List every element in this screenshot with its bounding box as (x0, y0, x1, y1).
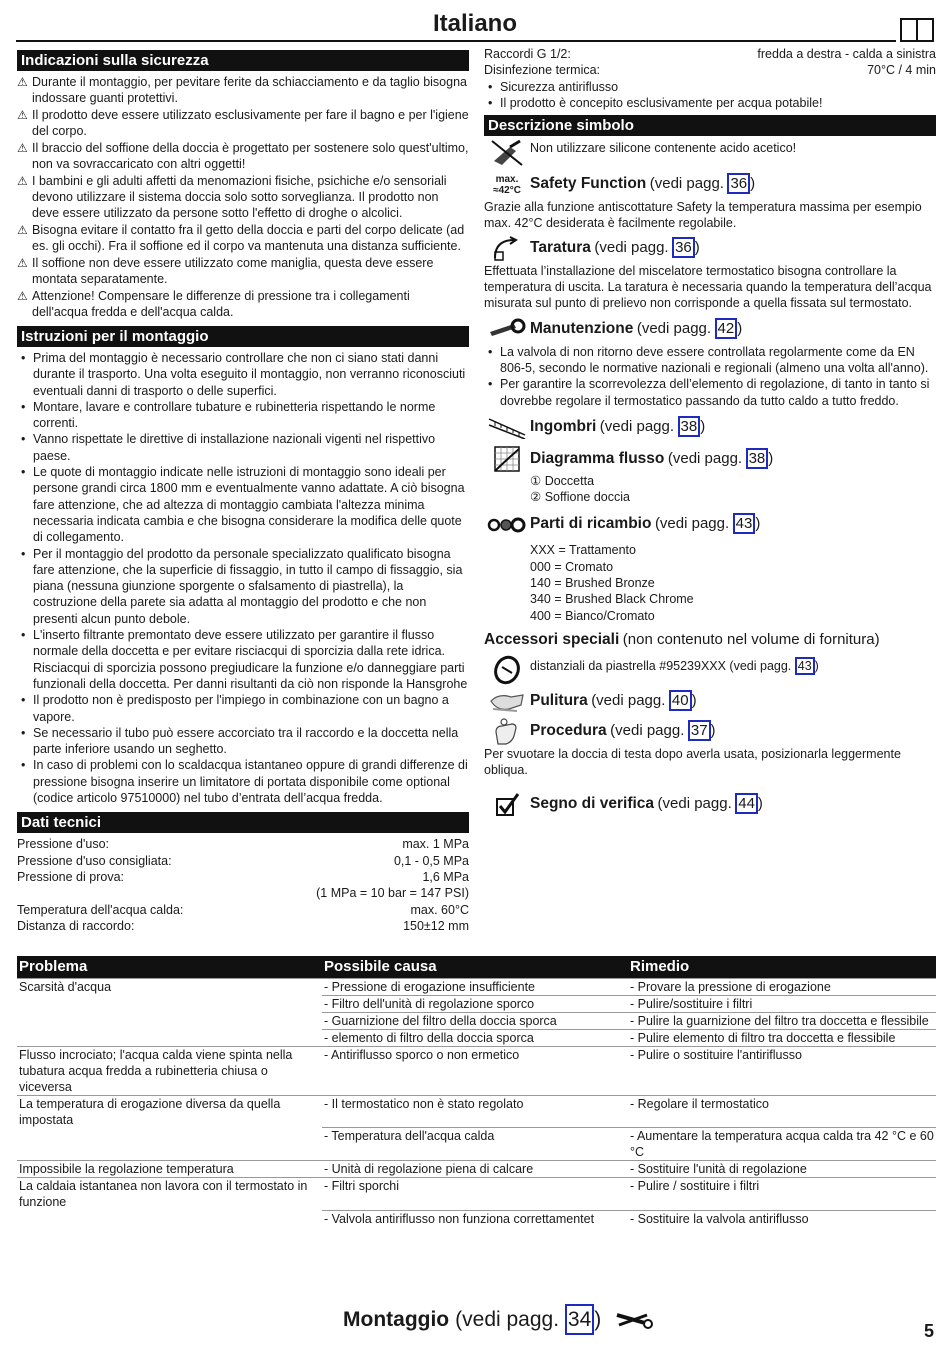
warning-icon: ⚠ (17, 174, 28, 188)
table-row (17, 995, 936, 1012)
ricambio-page-link[interactable]: 43 (733, 513, 756, 534)
verifica-ref: (vedi pagg. (657, 794, 732, 812)
ricambio-close: ) (755, 515, 761, 533)
tech-list-2 (484, 46, 936, 79)
spec-row (17, 869, 469, 885)
verifica-page-link[interactable]: 44 (735, 793, 758, 814)
flow-item (530, 473, 936, 489)
table-row (17, 1128, 936, 1161)
remedy-cell: - Regolare il termostatico (628, 1095, 936, 1128)
finish-code-row: 000 = Cromato (530, 559, 614, 574)
flow-chart-icon (484, 445, 530, 473)
silicone-text: Non utilizzare silicone contenente acido acetico! (530, 141, 797, 156)
flow-list (530, 473, 936, 506)
procedura-close: ) (710, 722, 716, 740)
spec-row (17, 885, 469, 901)
finish-code: XXX (530, 543, 556, 558)
tools-icon (615, 1309, 653, 1331)
footer (343, 1304, 653, 1335)
install-item: • In caso di problemi con lo scaldacqua istantaneo oppure di grandi differenze di pressione bisogna inserire un limitatore di portata disponibile come optional (codice articolo 97510000) nel tubo d’entrata dell’acqua fredda. (17, 757, 469, 806)
manutenzione-row (484, 316, 936, 344)
tech-list (17, 836, 469, 934)
flow-number: ② (530, 490, 542, 505)
ingombri-title: Ingombri (530, 417, 597, 435)
warning-icon: ⚠ (17, 289, 28, 303)
manutenzione-close: ) (737, 319, 743, 337)
left-column (17, 50, 469, 934)
ingombri-ref: (vedi pagg. (599, 417, 675, 435)
remedy-cell: - Pulire / sostituire i filtri (628, 1178, 936, 1211)
ingombri-close: ) (700, 417, 706, 435)
diagramma-close: ) (768, 449, 774, 467)
safety-function-desc: Grazie alla funzione antiscottature Safety la temperatura massima per esempio max. 42°C desiderata è facilmente regolabile. (484, 200, 922, 231)
verifica-close: ) (757, 794, 763, 812)
cause-cell: - Temperatura dell'acqua calda (322, 1128, 628, 1161)
finish-code: 000 (530, 559, 551, 574)
tech-bullet: • Il prodotto è concepito esclusivamente per acqua potabile! (484, 95, 936, 111)
diagramma-title: Diagramma flusso (530, 449, 665, 467)
finish-code-row: 140 = Brushed Bronze (530, 576, 655, 591)
verifica-row (484, 791, 936, 819)
cause-cell: - Unità di regolazione piena di calcare (322, 1161, 628, 1178)
maintenance-item: • Per garantire la scorrevolezza dell’elemento di regolazione, di tanto in tanto si dovrebbe regolare il termostatico passando da tutto caldo a tutto freddo. (484, 376, 936, 409)
table-row (17, 1178, 936, 1211)
warning-icon: ⚠ (17, 256, 28, 270)
cause-cell: - Guarnizione del filtro della doccia sporca (322, 1012, 628, 1029)
safety-function-close: ) (750, 175, 756, 193)
warning-icon: ⚠ (17, 108, 28, 122)
spec-row (17, 836, 469, 852)
finish-code: 400 (530, 608, 551, 623)
codes-list (530, 542, 936, 623)
distanziali-text: distanziali da piastrella #95239XXX (vedi pagg. (530, 659, 792, 674)
remedy-cell: - Sostituire la valvola antiriflusso (628, 1210, 936, 1227)
remedy-cell: - Sostituire l'unità di regolazione (628, 1161, 936, 1178)
maintenance-item: • La valvola di non ritorno deve essere controllata regolarmente come da EN 806-5, secondo le normative nazionali e regionali (almeno una volta all'anno). (484, 344, 936, 377)
tech-bullet: • Sicurezza antiriflusso (484, 79, 936, 95)
table-row (17, 1046, 936, 1095)
finish-code: 140 (530, 576, 551, 591)
spec-value: 1,6 MPa (422, 869, 469, 884)
cleaning-cloth-icon (484, 688, 530, 716)
install-item: • Le quote di montaggio indicate nelle istruzioni di montaggio sono ideali per persone grandi circa 1800 mm e eventualmente vanno adattate. A ciò bisogna fare attenzione, che ad altezza di montaggio cambiata l'altezza minima necessaria indicata cambia e che bisogna considerare la modifica delle quote di collegamento. (17, 464, 469, 545)
spec-label: Pressione d'uso consigliata: (17, 853, 172, 868)
safety-function-title: Safety Function (530, 175, 647, 193)
diagramma-ref: (vedi pagg. (667, 449, 743, 467)
flow-item (530, 489, 936, 505)
remedy-cell: - Pulire o sostituire l'antiriflusso (628, 1046, 936, 1095)
spec-label: Pressione d'uso: (17, 837, 110, 852)
problem-cell: La caldaia istantanea non lavora con il termostato in funzione (17, 1178, 322, 1211)
wrench-icon (484, 316, 530, 344)
warning-item (17, 140, 469, 172)
finish-name: Brushed Black Chrome (565, 592, 694, 607)
warning-text: Durante il montaggio, per pevitare ferite da schiacciamento e da taglio bisogna indossare guanti protettivi. (32, 75, 467, 105)
verifica-title: Segno di verifica (530, 794, 655, 812)
table-row (17, 978, 936, 995)
spec-value: 150±12 mm (403, 918, 469, 933)
procedura-ref: (vedi pagg. (610, 722, 685, 740)
spec-value: fredda a destra - calda a sinistra (757, 47, 936, 61)
ruler-icon (484, 413, 530, 441)
finish-name: Brushed Bronze (565, 576, 655, 591)
spec-value: max. 60°C (410, 902, 469, 917)
taratura-title: Taratura (530, 238, 591, 256)
warning-item (17, 255, 469, 287)
warning-text: I bambini e gli adulti affetti da menomazioni fisiche, psichiche e/o sensoriali devono utilizzare il sistema doccia solo sotto sorveglianza. Il prodotto non deve essere utilizzato da persone sotto l'effetto di droghe o alcolici. (32, 174, 447, 220)
install-heading: Istruzioni per il montaggio (17, 326, 469, 347)
spec-label: Pressione di prova: (17, 869, 125, 884)
flow-label: Doccetta (544, 473, 595, 488)
problem-cell: La temperatura di erogazione diversa da quella impostata (17, 1095, 322, 1128)
footer-close: ) (594, 1308, 602, 1331)
table-row (17, 1029, 936, 1046)
distanziali-page-link[interactable]: 43 (795, 657, 815, 675)
warning-text: Bisogna evitare il contatto fra il getto della doccia e parti del corpo delicate (ad es. gli occhi). Fra il soffione ed il corpo va mantenuta una distanza sufficiente. (32, 223, 465, 253)
taratura-desc: Effettuata l’installazione del miscelatore termostatico bisogna controllare la temperatura di uscita. La taratura è necessaria quando la temperatura dell’acqua misurata sul punto di prelievo non corrisponde a quella fissata sul termostato. (484, 263, 932, 311)
distanziali-row (484, 656, 936, 684)
install-item: • Il prodotto non è predisposto per l'impiego in combinazione con un bagno a vapore. (17, 692, 469, 725)
silicone-gun-icon (484, 139, 530, 167)
header-problem: Problema (17, 956, 322, 978)
install-item: • Prima del montaggio è necessario controllare che non ci siano stati danni durante il trasporto. Una volta eseguito il montaggio, non verranno riconosciuti eventuali danni di trasporto o delle superfici. (17, 350, 469, 399)
page-title: Italiano (432, 10, 517, 37)
spec-row (17, 918, 469, 934)
tech-heading: Dati tecnici (17, 812, 469, 833)
page-number: 5 (923, 1321, 934, 1341)
finish-code: 340 (530, 592, 551, 607)
max-temp-icon: max. ≈42°C (493, 174, 521, 197)
finish-name: Cromato (565, 559, 614, 574)
finish-code-row: XXX = Trattamento (530, 543, 636, 558)
spec-value: (1 MPa = 10 bar = 147 PSI) (316, 886, 469, 901)
install-item: • L'inserto filtrante premontato deve essere utilizzato per garantire il flusso normale della doccetta e per evitare risciacqui di sporcizia dalla rete idrica. Risciacqui di sporcizia possono pregiudicare la funzione e/o danneggiare parti funzionali della doccetta. Per danni risultanti da ciò non risponde la Hansgrohe (17, 627, 469, 692)
ingombri-page-link[interactable]: 38 (678, 416, 701, 437)
remedy-cell: - Pulire la guarnizione del filtro tra doccetta e flessibile (628, 1012, 936, 1029)
pulitura-page-link[interactable]: 40 (669, 690, 692, 711)
problem-cell: Flusso incrociato; l'acqua calda viene spinta nella tubatura acqua fredda a rubinetteria chiusa o viceversa (17, 1046, 322, 1095)
accessori-title: Accessori speciali (484, 630, 620, 648)
cause-cell: - Filtri sporchi (322, 1178, 628, 1211)
header-remedy: Rimedio (628, 956, 936, 978)
ricambio-row (484, 511, 936, 539)
ricambio-title: Parti di ricambio (530, 515, 652, 533)
warning-text: Attenzione! Compensare le differenze di pressione tra i collegamenti dell'acqua fredda e dell'acqua calda. (32, 289, 410, 319)
cause-cell: - Il termostatico non è stato regolato (322, 1095, 628, 1128)
ingombri-row (484, 413, 936, 441)
warning-text: Il soffione non deve essere utilizzato come maniglia, questa deve essere montata separatamente. (32, 256, 434, 286)
problem-cell (17, 1128, 322, 1161)
warning-icon: ⚠ (17, 141, 28, 155)
pulitura-ref: (vedi pagg. (591, 692, 666, 710)
flow-number: ① (530, 473, 542, 488)
taratura-page-link[interactable]: 36 (672, 237, 695, 258)
accessori-row (484, 630, 936, 650)
install-item: • Se necessario il tubo può essere accorciato tra il raccordo e la doccetta nella parte inferiore usando un seghetto. (17, 725, 469, 758)
manutenzione-page-link[interactable]: 42 (715, 318, 738, 339)
install-item: • Montare, lavare e controllare tubature e rubinetteria rispettando le norme correnti. (17, 399, 469, 432)
taratura-close: ) (694, 238, 700, 256)
diagramma-row (484, 445, 936, 473)
install-list (17, 350, 469, 806)
taratura-ref: (vedi pagg. (594, 238, 669, 256)
warning-item (17, 107, 469, 139)
spacer-icon (484, 656, 530, 684)
install-item: • Vanno rispettate le direttive di installazione nazionali vigenti nel rispettivo paese. (17, 431, 469, 464)
tech-bullets (484, 79, 936, 112)
cause-cell: - Filtro dell'unità di regolazione sporco (322, 995, 628, 1012)
remedy-cell: - Pulire elemento di filtro tra doccetta e flessibile (628, 1029, 936, 1046)
remedy-cell: - Provare la pressione di erogazione (628, 978, 936, 995)
pulitura-title: Pulitura (530, 692, 588, 710)
warning-item (17, 173, 469, 221)
procedura-desc: Per svuotare la doccia di testa dopo averla usata, posizionarla leggermente obliqua. (484, 747, 901, 778)
spec-label: Distanza di raccordo: (17, 918, 135, 933)
hand-procedure-icon (484, 718, 530, 746)
calibration-icon (484, 235, 530, 263)
spec-label: Temperatura dell'acqua calda: (17, 902, 184, 917)
spec-label: Disinfezione termica: (484, 63, 601, 78)
troubleshooting-table (17, 956, 936, 1227)
warning-text: Il prodotto deve essere utilizzato esclusivamente per fare il bagno e per l'igiene del corpo. (32, 108, 469, 138)
problem-cell (17, 1012, 322, 1029)
cause-cell: - elemento di filtro della doccia sporca (322, 1029, 628, 1046)
safety-function-ref: (vedi pagg. (649, 175, 724, 193)
cause-cell: - Pressione di erogazione insufficiente (322, 978, 628, 995)
footer-page-link[interactable]: 34 (565, 1304, 594, 1335)
safety-list (17, 74, 469, 320)
cause-cell: - Antiriflusso sporco o non ermetico (322, 1046, 628, 1095)
manutenzione-title: Manutenzione (530, 319, 634, 337)
problem-cell: Scarsità d'acqua (17, 978, 322, 995)
warning-item (17, 222, 469, 254)
taratura-row (484, 235, 936, 263)
spec-row (17, 902, 469, 918)
manutenzione-ref: (vedi pagg. (636, 319, 712, 337)
warning-text: Il braccio del soffione della doccia è progettato per sostenere solo quest'ultimo, non va sovraccaricato con altri oggetti! (32, 141, 469, 171)
spec-row (484, 46, 936, 62)
title-rule (16, 40, 896, 42)
book-icon (900, 18, 934, 42)
safety-function-page-link[interactable]: 36 (727, 173, 750, 194)
finish-code-row: 400 = Bianco/Cromato (530, 608, 655, 623)
checkmark-icon (484, 791, 530, 819)
remedy-cell: - Aumentare la temperatura acqua calda tra 42 °C e 60 °C (628, 1128, 936, 1161)
warning-icon: ⚠ (17, 223, 28, 237)
diagramma-page-link[interactable]: 38 (746, 448, 769, 469)
cause-cell: - Valvola antiriflusso non funziona correttamentet (322, 1210, 628, 1227)
procedura-title: Procedura (530, 722, 607, 740)
table-row (17, 1095, 936, 1128)
finish-name: Trattamento (569, 543, 636, 558)
procedura-page-link[interactable]: 37 (688, 720, 711, 741)
ricambio-ref: (vedi pagg. (654, 515, 730, 533)
manutenzione-list (484, 344, 936, 409)
header-cause: Possibile causa (322, 956, 628, 978)
silicone-row (484, 139, 936, 167)
spec-value: 0,1 - 0,5 MPa (393, 853, 469, 868)
spec-label: Raccordi G 1/2: (484, 47, 571, 61)
footer-title: Montaggio (343, 1308, 450, 1331)
warning-icon: ⚠ (17, 75, 28, 89)
spec-value: 70°C / 4 min (867, 63, 936, 78)
pulitura-row (484, 688, 936, 716)
procedura-row (484, 718, 936, 746)
table-row (17, 1161, 936, 1178)
troubleshooting-body (17, 978, 936, 1227)
warning-item (17, 288, 469, 320)
warning-item (17, 74, 469, 106)
table-row (17, 1012, 936, 1029)
footer-ref: (vedi pagg. (455, 1308, 560, 1331)
problem-cell (17, 1029, 322, 1046)
finish-name: Bianco/Cromato (565, 608, 655, 623)
problem-cell (17, 995, 322, 1012)
safety-heading: Indicazioni sulla sicurezza (17, 50, 469, 71)
problem-cell (17, 1210, 322, 1227)
symbols-heading: Descrizione simbolo (484, 115, 936, 136)
accessori-ref: (non contenuto nel volume di fornitura) (622, 630, 880, 648)
spare-parts-icon (484, 511, 530, 539)
remedy-cell: - Pulire/sostituire i filtri (628, 995, 936, 1012)
safety-function-row (484, 171, 936, 199)
distanziali-close: ) (814, 659, 819, 674)
pulitura-close: ) (691, 692, 697, 710)
finish-code-row: 340 = Brushed Black Chrome (530, 592, 694, 607)
table-row (17, 1210, 936, 1227)
install-item: • Per il montaggio del prodotto da personale specializzato qualificato bisogna fare attenzione, che la superficie di fissaggio, in tutto il campo di fissaggio, sia piana (nessuna giunzione sporgente o sfalsamento di piastrella), la costruzione della parete sia adatta al montaggio del prodotto e che non presenti alcun punto debole. (17, 546, 469, 627)
right-column (484, 46, 936, 819)
flow-label: Soffione doccia (544, 490, 630, 505)
spec-row (484, 62, 936, 78)
table-header-row (17, 956, 936, 978)
spec-value: max. 1 MPa (402, 837, 469, 852)
problem-cell: Impossibile la regolazione temperatura (17, 1161, 322, 1178)
spec-row (17, 853, 469, 869)
